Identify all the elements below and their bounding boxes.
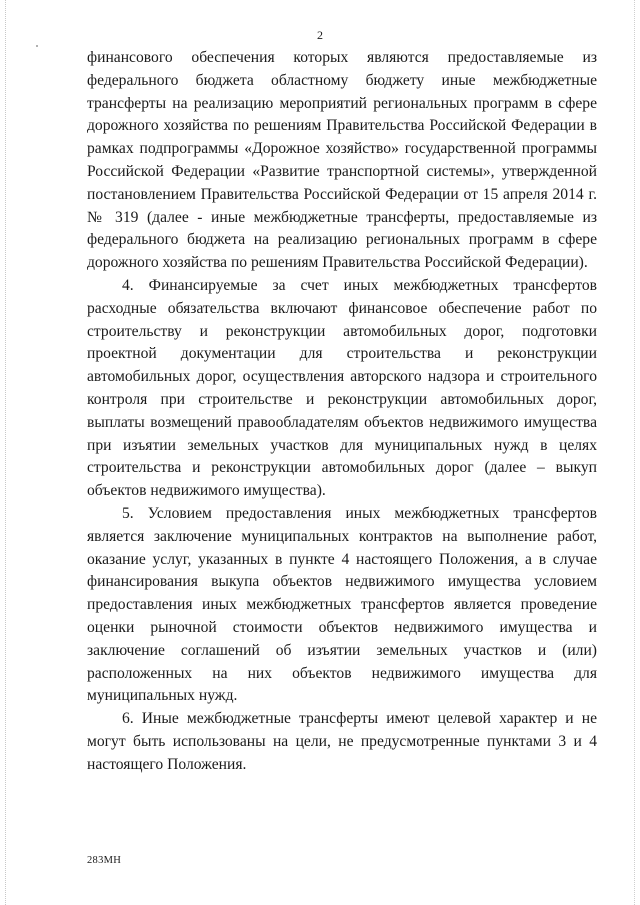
scan-edge-right [634,0,636,905]
paragraph-item-6: 6. Иные межбюджетные трансферты имеют целевой характер и не могут быть использованы на цели, не предусмотренные пунктами 3 и 4 настоящего Положения. [87,710,597,773]
page-number: 2 [317,28,323,42]
document-code: 283МН [87,855,122,866]
document-body [87,47,597,777]
paragraph-continuation: финансового обеспечения которых являются предоставляемые из федерального бюджета областному бюджету иные межбюджетные трансферты на реализацию мероприятий региональных программ в сфере дорожного хозяйства по решениям Правительства Российской Федерации в рамках подпрограммы «Дорожное хозяйство» государственной программы Российской Федерации «Развитие транспортной системы», утвержденной постановлением Правительства Российской Федерации от 15 апреля 2014 г. № 319 (далее - иные межбюджетные трансферты, предоставляемые из федерального бюджета на реализацию региональных программ в сфере дорожного хозяйства по решениям Правительства Российской Федерации). [87,49,597,272]
paragraph-item-5: 5. Условием предоставления иных межбюджетных трансфертов является заключение муниципальных контрактов на выполнение работ, оказание услуг, указанных в пункте 4 настоящего Положения, а в случае финансирования выкупа объектов недвижимого имущества условием предоставления иных межбюджетных трансфертов является проведение оценки рыночной стоимости объектов недвижимого имущества и заключение соглашений об изъятии земельных участков и (или) расположенных на них объектов недвижимого имущества для муниципальных нужд. [87,504,597,705]
scan-speck [36,45,38,47]
scan-edge-left [5,0,7,905]
paragraph-item-4: 4. Финансируемые за счет иных межбюджетных трансфертов расходные обязательства включают финансовое обеспечение работ по строительству и реконструкции автомобильных дорог, подготовки проектной документации для строительства и реконструкции автомобильных дорог, осуществления авторского надзора и строительного контроля при строительстве и реконструкции автомобильных дорог, выплаты возмещений правообладателям объектов недвижимого имущества при изъятии земельных участков для муниципальных нужд в целях строительства и реконструкции автомобильных дорог (далее – выкуп объектов недвижимого имущества). [87,276,597,500]
